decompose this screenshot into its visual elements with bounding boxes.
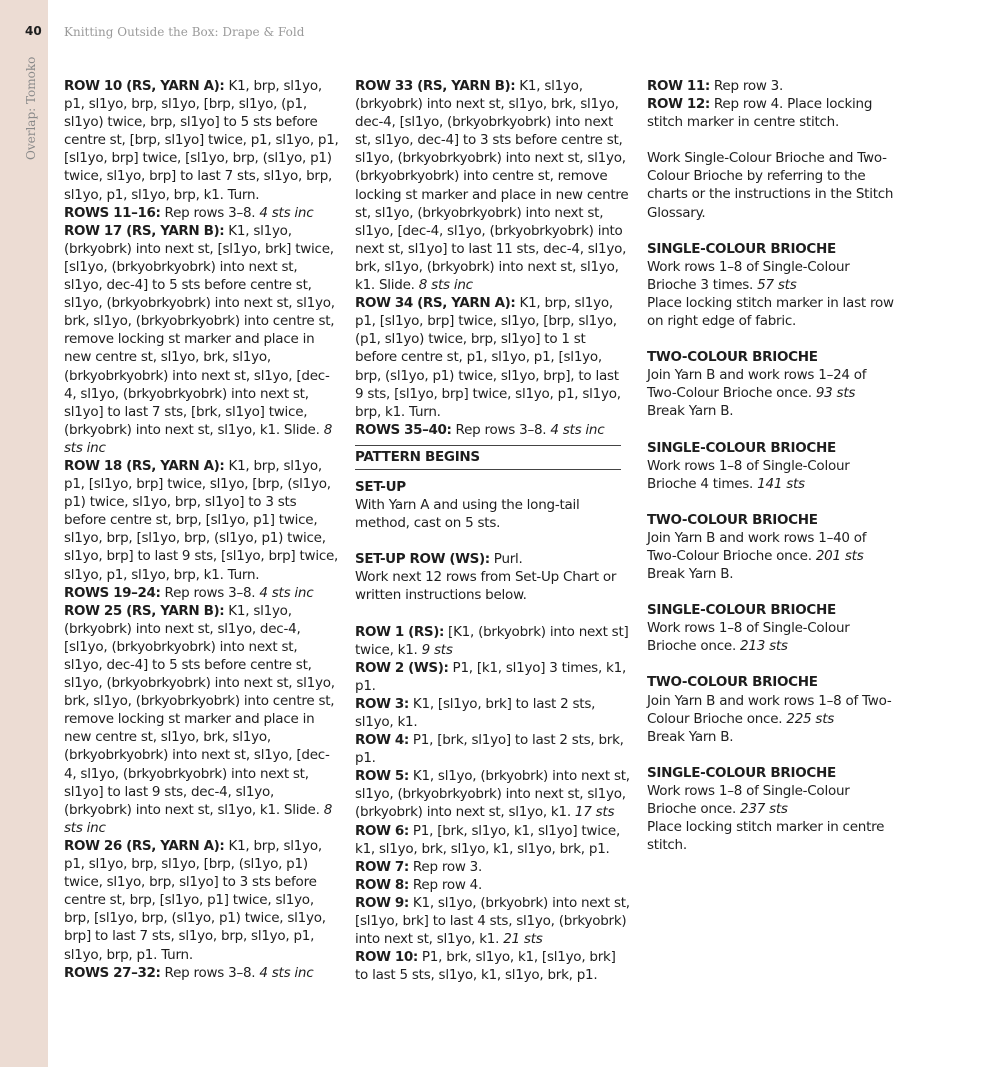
- setup-text: With Yarn A and using the long-tail method, cast on 5 sts.: [355, 497, 580, 532]
- stitch-count: 225 sts: [786, 710, 835, 727]
- section-heading: SINGLE-COLOUR BRIOCHE: [647, 439, 836, 456]
- instruction-row: [355, 77, 630, 294]
- instruction-row: [647, 95, 897, 131]
- stitch-count: 4 sts inc: [259, 964, 314, 981]
- section-text: [647, 457, 897, 493]
- stitch-count: 8 sts inc: [418, 277, 473, 294]
- row-text: K1, sl1yo, (brkyobrk) into next st, [sl1yo, brk] twice, [sl1yo, (brkyobrkyobrk) into next st, sl1yo, dec-4] to 5 sts before centre st, sl1yo, (brkyobrkyobrk) into next st, sl1yo, brk, sl1yo, (brkyobrkyobrk) into centre st, remove locking st marker and place in new centre st, sl1yo, brk, sl1yo, (brkyobrkyobrk) into next st, sl1yo, [dec-4, sl1yo, (brkyobrkyobrk) into next st, sl1yo] to last 7 sts, [brk, sl1yo] twice, (brkyobrk) into next st, sl1yo, k1. Slide.: [64, 222, 335, 438]
- section-instruction: Join Yarn B and work rows 1–24 of Two-Colour Brioche once.: [647, 367, 867, 402]
- instruction-row: [64, 584, 339, 602]
- row-label: ROW 1 (RS):: [355, 623, 445, 640]
- instruction-row: [355, 294, 630, 421]
- stitch-count: 237 sts: [740, 801, 788, 817]
- row-text: K1, brp, sl1yo, p1, sl1yo, brp, sl1yo, [brp, sl1yo, (p1, sl1yo) twice, brp, sl1yo] to 5 sts before centre st, [brp, sl1yo] twice, p1, sl1yo, p1, [sl1yo, brp] twice, [sl1yo, brp, (sl1yo, p1) twice, sl1yo, brp] to last 7 sts, sl1yo, brp, sl1yo, p1, sl1yo, brp, k1. Turn.: [64, 78, 339, 203]
- instruction-row: [355, 731, 630, 767]
- stitch-count: 8 sts inc: [64, 421, 333, 456]
- row-text: K1, sl1yo, (brkyobrk) into next st, sl1yo, (brkyobrkyobrk) into next st, sl1yo, (brkyobrk) into next st, sl1yo, k1.: [355, 768, 630, 821]
- row-text: K1, sl1yo, (brkyobrk) into next st, [sl1yo, brk] to last 4 sts, sl1yo, (brkyobrk) into next st, sl1yo, k1.: [355, 894, 630, 948]
- row-label: ROWS 19–24:: [64, 584, 161, 601]
- col3-sections: [647, 222, 897, 855]
- instruction-row: [355, 858, 630, 876]
- stitch-count: 57 sts: [757, 276, 797, 293]
- section-extra: Break Yarn B.: [647, 728, 734, 745]
- row-text: P1, [k1, sl1yo] 3 times, k1, p1.: [355, 659, 627, 694]
- stitch-count: 201 sts: [815, 547, 864, 564]
- instruction-row: [355, 767, 630, 821]
- pattern-begins-heading: PATTERN BEGINS: [355, 448, 480, 465]
- stitch-count: 93 sts: [815, 385, 856, 402]
- setup-row: [355, 550, 630, 568]
- section-heading: SINGLE-COLOUR BRIOCHE: [647, 602, 836, 619]
- instruction-row: [355, 659, 630, 695]
- section-instruction: Work rows 1–8 of Single-Colour Brioche once.: [647, 620, 850, 655]
- col3-intro: Work Single-Colour Brioche and Two-Colour Brioche by referring to the charts or the instructions in the Stitch Glossary.: [647, 150, 894, 221]
- instruction-row: [355, 876, 630, 894]
- row-label: ROW 25 (RS, YARN B):: [64, 602, 225, 619]
- row-text: Rep row 3.: [709, 78, 784, 94]
- row-text: P1, [brk, sl1yo] to last 2 sts, brk, p1.: [355, 732, 624, 767]
- stitch-count: 141 sts: [757, 475, 805, 492]
- row-label: ROW 17 (RS, YARN B):: [64, 222, 225, 239]
- section-heading: TWO-COLOUR BRIOCHE: [647, 511, 818, 528]
- row-label: ROWS 27–32:: [64, 964, 161, 981]
- section-instruction: Join Yarn B and work rows 1–8 of Two-Colour Brioche once.: [647, 692, 892, 727]
- setup-row-text: Purl.: [489, 551, 523, 568]
- row-text: Rep row 4. Place locking stitch marker in centre stitch.: [647, 96, 873, 131]
- row-text: Rep rows 3–8.: [451, 421, 551, 438]
- instruction-row: [647, 77, 897, 95]
- col3-rows: [647, 77, 897, 131]
- setup-instructions: Work next 12 rows from Set-Up Chart or written instructions below.: [355, 569, 617, 604]
- instruction-row: [64, 77, 339, 204]
- page-number: 40: [25, 24, 42, 38]
- stitch-count: 4 sts inc: [259, 204, 314, 221]
- section-heading: TWO-COLOUR BRIOCHE: [647, 674, 818, 691]
- row-text: K1, brp, sl1yo, p1, [sl1yo, brp] twice, sl1yo, [brp, sl1yo, (p1, sl1yo) twice, brp, sl1yo] to 1 st before centre st, p1, sl1yo, p1, [sl1yo, brp, (sl1yo, p1) twice, sl1yo, brp], to last 9 sts, [sl1yo, brp] twice, sl1yo, p1, sl1yo, brp, k1. Turn.: [355, 295, 621, 420]
- stitch-count: 4 sts inc: [259, 584, 314, 601]
- row-text: Rep row 3.: [408, 858, 483, 875]
- row-text: P1, brk, sl1yo, k1, [sl1yo, brk] to last 5 sts, sl1yo, k1, sl1yo, brk, p1.: [355, 949, 616, 984]
- row-label: ROW 34 (RS, YARN A):: [355, 295, 516, 312]
- column-3: [647, 77, 897, 854]
- section-text: [647, 692, 897, 728]
- row-label: ROWS 35–40:: [355, 421, 452, 438]
- row-label: ROW 26 (RS, YARN A):: [64, 837, 225, 854]
- row-text: K1, brp, sl1yo, p1, sl1yo, brp, sl1yo, [brp, (sl1yo, p1) twice, sl1yo, brp, sl1yo] to 3 sts before centre st, brp, [sl1yo, p1] twice, sl1yo, brp, [sl1yo, brp, (sl1yo, p1) twice, sl1yo, brp] to last 7 sts, sl1yo, brp, sl1yo, p1, sl1yo, brp, p1. Turn.: [64, 837, 326, 963]
- instruction-row: [64, 204, 339, 222]
- row-label: ROW 7:: [355, 858, 409, 875]
- section-extra: Place locking stitch marker in centre stitch.: [647, 819, 885, 854]
- instruction-row: [64, 222, 339, 457]
- col2-setup-rows: [355, 623, 630, 985]
- section-text: [647, 782, 897, 818]
- row-label: ROW 10:: [355, 949, 418, 966]
- instruction-row: [355, 948, 630, 984]
- row-label: ROW 8:: [355, 876, 409, 893]
- section-extra: Place locking stitch marker in last row on right edge of fabric.: [647, 294, 894, 330]
- section-text: [647, 366, 897, 402]
- setup-heading: SET-UP: [355, 478, 406, 495]
- instruction-row: [64, 602, 339, 837]
- section-instruction: Work rows 1–8 of Single-Colour Brioche 4 times.: [647, 457, 850, 492]
- stitch-count: 8 sts inc: [64, 801, 333, 836]
- row-label: ROW 6:: [355, 822, 409, 839]
- section-heading: SINGLE-COLOUR BRIOCHE: [647, 240, 836, 257]
- instruction-row: [355, 695, 630, 731]
- instruction-row: [64, 457, 339, 584]
- instruction-row: [64, 837, 339, 964]
- row-label: ROW 12:: [647, 96, 710, 113]
- section-extra: Break Yarn B.: [647, 403, 734, 420]
- section-heading: TWO-COLOUR BRIOCHE: [647, 349, 818, 366]
- column-2: [355, 77, 630, 984]
- instruction-row: [355, 421, 630, 439]
- row-label: ROW 4:: [355, 732, 409, 749]
- stitch-count: 213 sts: [740, 638, 788, 655]
- row-text: P1, [brk, sl1yo, k1, sl1yo] twice, k1, sl1yo, brk, sl1yo, k1, sl1yo, brk, p1.: [355, 822, 620, 857]
- section-extra: Break Yarn B.: [647, 566, 734, 583]
- instruction-row: [355, 623, 630, 659]
- section-text: [647, 619, 897, 655]
- row-label: ROW 33 (RS, YARN B):: [355, 78, 516, 94]
- column-1: [64, 77, 339, 982]
- row-text: Rep rows 3–8.: [160, 204, 260, 221]
- page-spine-band: [0, 0, 48, 1067]
- stitch-count: 21 sts: [503, 931, 543, 948]
- setup-row-label: SET-UP ROW (WS):: [355, 551, 490, 568]
- row-text: K1, [sl1yo, brk] to last 2 sts, sl1yo, k1.: [355, 695, 596, 730]
- running-header: Knitting Outside the Box: Drape & Fold: [64, 25, 305, 39]
- section-text: [647, 529, 897, 565]
- row-text: Rep row 4.: [408, 876, 483, 893]
- col2-rows: [355, 77, 630, 439]
- row-text: K1, brp, sl1yo, p1, [sl1yo, brp] twice, sl1yo, [brp, (sl1yo, p1) twice, sl1yo, brp, sl1yo] to 3 sts before centre st, brp, [sl1yo, p1] twice, sl1yo, brp, [sl1yo, brp, (sl1yo, p1) twice, sl1yo, brp] to last 9 sts, [sl1yo, brp] twice, sl1yo, p1, sl1yo, brp, k1. Turn.: [64, 457, 339, 583]
- section-heading: SINGLE-COLOUR BRIOCHE: [647, 764, 836, 781]
- row-text: [K1, (brkyobrk) into next st] twice, k1.: [355, 623, 629, 658]
- side-section-label: [24, 144, 38, 160]
- row-text: Rep rows 3–8.: [160, 584, 260, 601]
- row-label: ROW 5:: [355, 768, 409, 785]
- stitch-count: 9 sts: [421, 641, 453, 658]
- col1-rows: [64, 77, 339, 982]
- pattern-begins-rule: [355, 445, 621, 470]
- row-text: Rep rows 3–8.: [160, 964, 260, 981]
- section-instruction: Join Yarn B and work rows 1–40 of Two-Colour Brioche once.: [647, 529, 867, 564]
- instruction-row: [355, 894, 630, 948]
- instruction-row: [64, 964, 339, 982]
- row-text: K1, sl1yo, (brkyobrk) into next st, sl1yo, dec-4, [sl1yo, (brkyobrkyobrk) into next st, sl1yo, dec-4] to 5 sts before centre st, sl1yo, (brkyobrkyobrk) into next st, sl1yo, brk, sl1yo, (brkyobrkyobrk) into centre st, remove locking st marker and place in new centre st, sl1yo, brk, sl1yo, (brkyobrkyobrk) into next st, sl1yo, [dec-4, sl1yo, (brkyobrkyobrk) into next st, sl1yo] to last 9 sts, dec-4, sl1yo, (brkyobrk) into next st, sl1yo, k1. Slide.: [64, 602, 335, 818]
- row-label: ROWS 11–16:: [64, 204, 161, 221]
- row-label: ROW 9:: [355, 894, 409, 911]
- section-instruction: Work rows 1–8 of Single-Colour Brioche 3 times.: [647, 258, 850, 293]
- row-label: ROW 11:: [647, 78, 710, 94]
- row-text: K1, sl1yo, (brkyobrk) into next st, sl1yo, brk, sl1yo, dec-4, [sl1yo, (brkyobrkyobrk) into next st, sl1yo, dec-4] to 3 sts before centre st, sl1yo, (brkyobrkyobrk) into next st, sl1yo, (brkyobrkyobrk) into centre st, remove locking st marker and place in new centre st, sl1yo, (brkyobrkyobrk) into next st, sl1yo, [dec-4, sl1yo, (brkyobrkyobrk) into next st, sl1yo] to last 11 sts, dec-4, sl1yo, brk, sl1yo, (brkyobrk) into next st, sl1yo, k1. Slide.: [355, 78, 629, 294]
- stitch-count: 4 sts inc: [550, 421, 605, 438]
- instruction-row: [355, 822, 630, 858]
- row-label: ROW 3:: [355, 695, 409, 712]
- section-instruction: Work rows 1–8 of Single-Colour Brioche once.: [647, 782, 850, 817]
- row-label: ROW 18 (RS, YARN A):: [64, 457, 225, 474]
- row-label: ROW 10 (RS, YARN A):: [64, 78, 225, 94]
- row-label: ROW 2 (WS):: [355, 659, 449, 676]
- section-text: [647, 258, 897, 294]
- stitch-count: 17 sts: [574, 804, 615, 821]
